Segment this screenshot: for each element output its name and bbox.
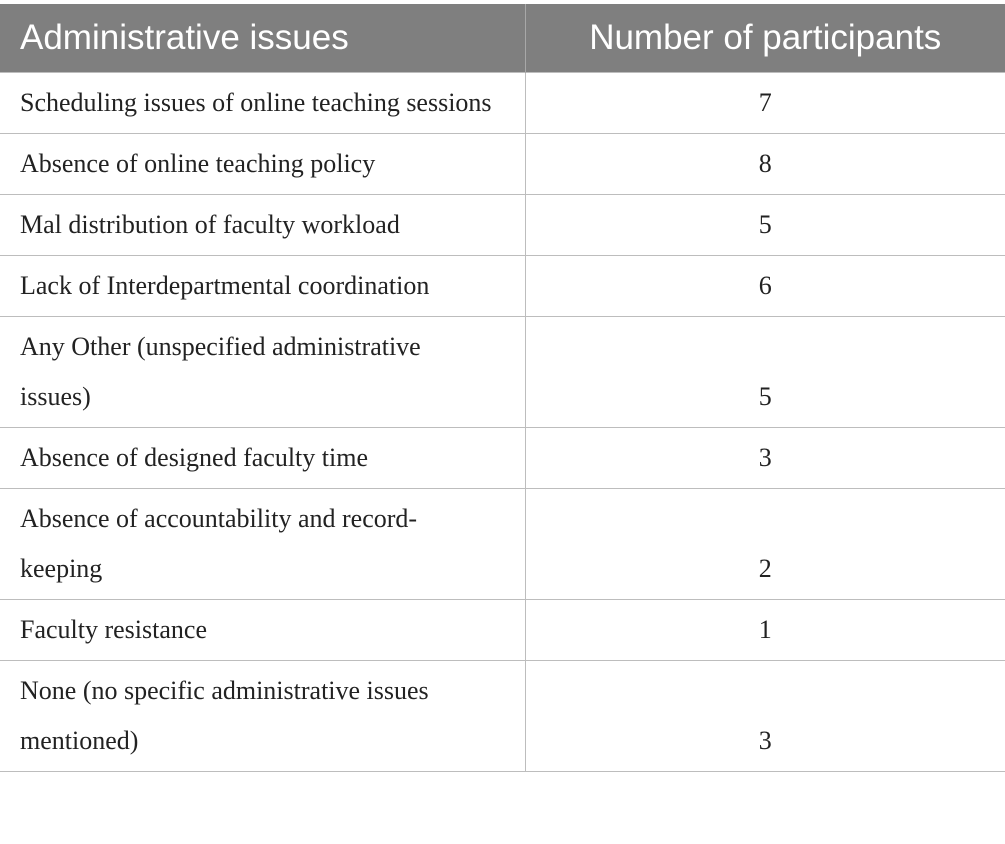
- issue-cell: Absence of designed faculty time: [0, 428, 525, 489]
- count-cell: 3: [525, 428, 1005, 489]
- administrative-issues-table: [0, 4, 1005, 772]
- table-row: [0, 256, 1005, 317]
- issue-cell: Scheduling issues of online teaching sessions: [0, 73, 525, 134]
- count-cell: 7: [525, 73, 1005, 134]
- table-row: [0, 661, 1005, 772]
- header-administrative-issues: Administrative issues: [0, 4, 525, 73]
- count-cell: 1: [525, 600, 1005, 661]
- count-cell: 8: [525, 134, 1005, 195]
- table-row: [0, 489, 1005, 600]
- count-cell: 5: [525, 317, 1005, 428]
- count-cell: 6: [525, 256, 1005, 317]
- table-row: [0, 317, 1005, 428]
- issue-cell: Lack of Interdepartmental coordination: [0, 256, 525, 317]
- table-row: [0, 428, 1005, 489]
- issue-cell: Absence of online teaching policy: [0, 134, 525, 195]
- count-cell: 3: [525, 661, 1005, 772]
- count-cell: 5: [525, 195, 1005, 256]
- table-row: [0, 134, 1005, 195]
- table-row: [0, 73, 1005, 134]
- table-row: [0, 600, 1005, 661]
- issue-cell: Mal distribution of faculty workload: [0, 195, 525, 256]
- issue-cell: None (no specific administrative issues mentioned): [0, 661, 525, 772]
- issue-cell: Any Other (unspecified administrative issues): [0, 317, 525, 428]
- table-body: [0, 73, 1005, 772]
- count-cell: 2: [525, 489, 1005, 600]
- table-row: [0, 195, 1005, 256]
- issue-cell: Faculty resistance: [0, 600, 525, 661]
- issue-cell: Absence of accountability and record-keeping: [0, 489, 525, 600]
- header-row: [0, 4, 1005, 73]
- table-header: [0, 4, 1005, 73]
- header-number-of-participants: Number of participants: [525, 4, 1005, 73]
